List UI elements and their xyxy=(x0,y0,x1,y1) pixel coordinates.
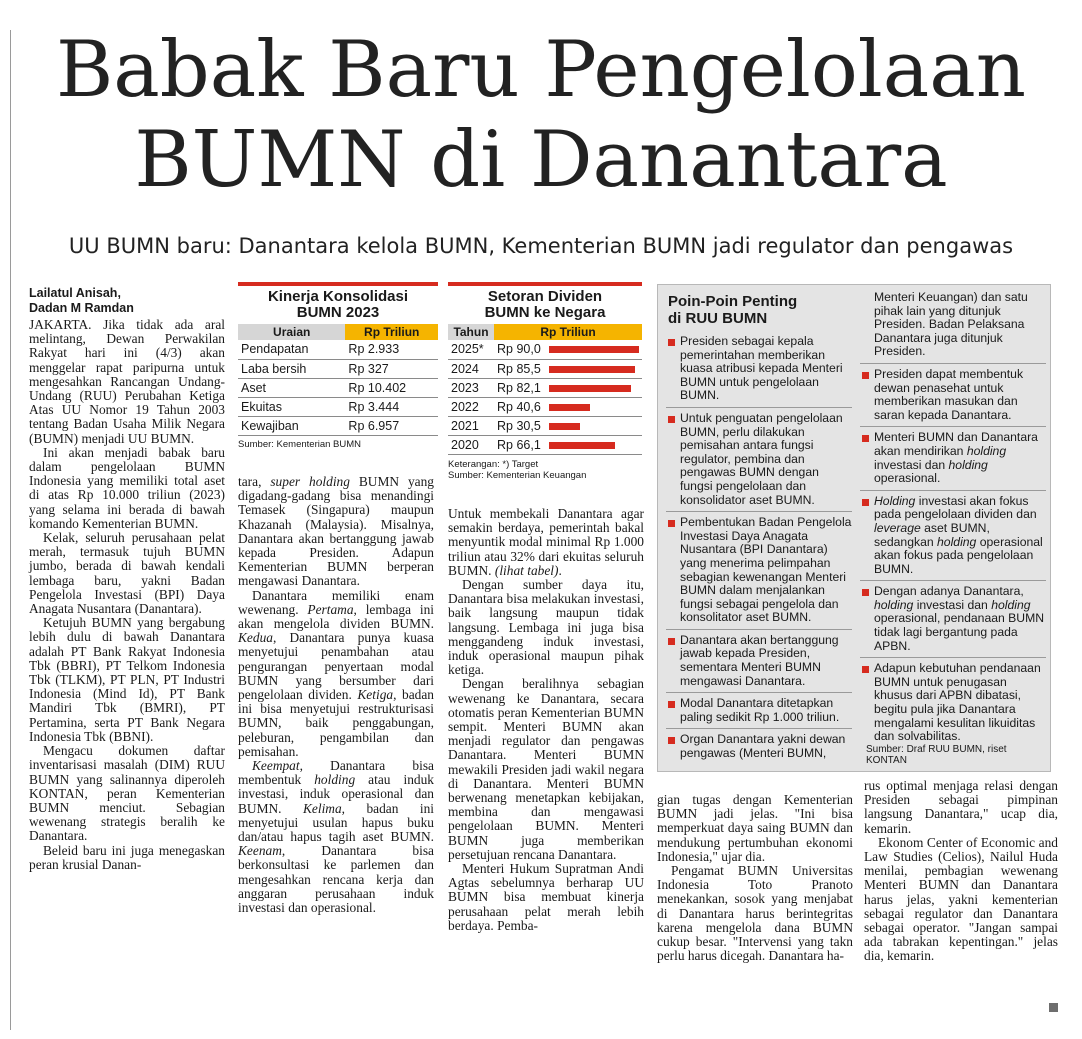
value-label: Rp 66,1 xyxy=(497,437,541,452)
table-row xyxy=(238,378,438,397)
list-item-text: Presiden sebagai kepala pemerintahan memberikan kuasa atribusi kepada Menteri BUMN untuk pengelolaan BUMN. xyxy=(680,334,843,403)
key-points-box xyxy=(657,284,1051,772)
text-italic: holding xyxy=(314,772,356,788)
value-bar xyxy=(549,442,615,449)
text-italic: holding xyxy=(948,457,988,472)
text-run: operasional akan fokus pada pengelolaan BUMN. xyxy=(874,534,1043,576)
table-cell: Rp 10.402 xyxy=(345,378,438,397)
list-item-text: Danantara akan bertanggung jawab kepada Presiden, sementara Menteri BUMN mengawasi Danantara. xyxy=(680,632,839,688)
table-title xyxy=(448,286,642,321)
paragraph: gian tugas dengan Kementerian BUMN jadi jelas. "Ini bisa memperkuat daya saing BUMN dan mendukung pertumbuhan ekonomi Indonesia," ujar dia. xyxy=(657,792,853,864)
text-run: investasi dan xyxy=(913,597,992,612)
value-bar xyxy=(549,404,590,411)
paragraph xyxy=(238,589,434,759)
bullet-square-icon xyxy=(668,339,675,346)
table-cell-year: 2021 xyxy=(448,416,494,435)
value-label: Rp 82,1 xyxy=(497,380,541,395)
box-column-right xyxy=(860,291,1046,752)
table-title-line-1: Setoran Dividen xyxy=(487,288,603,305)
text-run: operasional. xyxy=(874,471,941,486)
bullet-square-icon xyxy=(862,499,869,506)
table-cell-year: 2023 xyxy=(448,378,494,397)
table-source: Sumber: Kementerian BUMN xyxy=(238,438,362,450)
table-row xyxy=(448,397,642,416)
text-run: , Danantara bisa membentuk xyxy=(238,758,434,788)
list-item-text: Pembentukan Badan Pengelola Investasi Daya Anagata Nusantara (BPI Danantara) yang menerima pelimpahan sebagian kewenangan Menteri BUMN dalam menjalankan fungsi sebagai pengelola dan konsolitator aset BUMN. xyxy=(680,515,852,625)
article-column-5 xyxy=(864,779,1058,964)
bullet-square-icon xyxy=(862,589,869,596)
table-cell: Rp 6.957 xyxy=(345,416,438,435)
bullet-square-icon xyxy=(862,666,869,673)
box-source: Sumber: Draf RUU BUMN, riset KONTAN xyxy=(866,744,1007,766)
bullet-square-icon xyxy=(668,520,675,527)
text-run: BUMN yang digadang-gadang bisa menandingi Temasek (Singapura) maupun Khazanah (Malaysia). Misalnya, Danantara akan bertanggung jawab kepada Presiden. Adapun Kementerian BUMN berperan mengawasi Danantara. xyxy=(238,474,435,589)
bullet-square-icon xyxy=(668,416,675,423)
value-bar xyxy=(549,423,580,430)
table-cell-year: 2022 xyxy=(448,397,494,416)
table-row xyxy=(238,416,438,435)
table-source: Sumber: Kementerian Keuangan xyxy=(448,469,587,481)
paragraph xyxy=(238,759,434,915)
text-run: Untuk membekali Danantara agar semakin berdaya, pemerintah bakal menyuntik modal minimal Rp 1.000 triliun atau 32% dari ekuitas seluruh BUMN. xyxy=(448,506,644,578)
table-cell-value xyxy=(494,416,642,435)
article-column-4 xyxy=(657,793,853,963)
paragraph: rus optimal menjaga relasi dengan Presiden sebagai pimpinan langsung Danantara," ucap dia, kemarin. xyxy=(864,778,1058,836)
list-item xyxy=(666,412,852,512)
list-item-text: Modal Danantara ditetapkan paling sedikit Rp 1.000 triliun. xyxy=(680,696,840,724)
text-italic: holding xyxy=(991,597,1031,612)
bullet-square-icon xyxy=(668,638,675,645)
box-title-line-2: di RUU BUMN xyxy=(668,310,768,327)
table-row xyxy=(448,359,642,378)
bullet-square-icon xyxy=(862,435,869,442)
table-cell: Aset xyxy=(238,378,345,397)
column-header: Tahun xyxy=(448,324,494,340)
paragraph xyxy=(238,475,434,589)
table-row xyxy=(448,435,642,454)
table-row xyxy=(448,340,642,359)
column-header: Uraian xyxy=(238,324,345,340)
list-item xyxy=(860,585,1046,658)
byline-author-2: Dadan M Ramdan xyxy=(29,301,134,315)
paragraph: Ini akan menjadi babak baru dalam pengelolaan BUMN Indonesia yang memiliki total aset di atas Rp 10.000 triliun (2023) yang selama ini berada di bawah komando Kementerian BUMN. xyxy=(29,444,225,531)
article-column-2 xyxy=(238,475,434,915)
list-item-text: Menteri Keuangan) dan satu pihak lain yang ditunjuk Presiden. Badan Pelaksana Danantara juga ditunjuk Presiden. xyxy=(874,290,1028,359)
text-italic: Holding xyxy=(874,493,916,508)
subheadline: UU BUMN baru: Danantara kelola BUMN, Kementerian BUMN jadi regulator dan pengawas xyxy=(68,234,1014,258)
paragraph: Pengamat BUMN Universitas Indonesia Toto Pranoto menekankan, sosok yang menjabat di Danantara harus berintegritas karena mengelola dana BUMN cukup besar. "Intervensi yang takn perlu harus dicegah. Danantara ha- xyxy=(657,863,853,964)
bullet-square-icon xyxy=(668,701,675,708)
list-item-text: Adapun kebutuhan pendanaan BUMN untuk penugasan khusus dari APBN dibatasi, begitu pula jika Danantara mengalami kesulitan likuiditas dan solvabilitas. xyxy=(874,661,1041,744)
list-item xyxy=(666,516,852,630)
box-title-line-1: Poin-Poin Penting xyxy=(668,293,798,310)
byline xyxy=(29,286,134,316)
table-cell: Rp 2.933 xyxy=(345,340,438,359)
text-italic: leverage xyxy=(874,520,921,535)
text-run: Dengan adanya Danantara, xyxy=(874,584,1024,599)
text-run: tara, xyxy=(238,474,271,489)
list-item-text: Organ Danantara yakni dewan pengawas (Menteri BUMN, xyxy=(680,732,846,761)
article-column-3 xyxy=(448,507,644,933)
text-run: , badan ini menyetujui usulan hapus buku dan/atau hapus tagih aset BUMN. xyxy=(238,800,434,845)
text-run: operasional, pendanaan BUMN tidak lagi bergantung pada APBN. xyxy=(874,611,1045,653)
paragraph: Ekonom Center of Economic and Law Studies (Celios), Nailul Huda menilai, pembagian wewenang Menteri BUMN dan Danantara harus jelas, yakni kementerian sebagai regulator dan Danantara sebagai operator. "Jangan sampai ada tabrakan kepentingan." jelas dia, kemarin. xyxy=(864,834,1058,964)
paragraph: Ketujuh BUMN yang bergabung lebih dulu di bawah Danantara adalah PT Bank Rakyat Indonesia Tbk (BBRI), PT Telkom Indonesia Tbk (TLKM), PT PLN, PT Industri Indonesia (Mind Id), PT Bank Mandiri Tbk (BMRI), PT Pertamina, serta PT Bank Negara Indonesia Tbk (BBNI). xyxy=(29,615,225,744)
table-row xyxy=(448,416,642,435)
table-cell-year: 2025* xyxy=(448,340,494,359)
text-italic: holding xyxy=(874,597,914,612)
table-row xyxy=(238,340,438,359)
headline-line-2: BUMN di Danantara xyxy=(134,115,948,205)
box-column-left xyxy=(666,335,852,769)
table-title-line-2: BUMN ke Negara xyxy=(484,304,606,321)
article-column-1 xyxy=(29,318,225,872)
text-italic: Pertama xyxy=(307,601,354,617)
box-title xyxy=(668,293,797,327)
text-italic: super holding xyxy=(270,474,350,489)
text-italic: Ketiga xyxy=(357,687,394,703)
table-cell-value xyxy=(494,340,642,359)
table-cell-year: 2024 xyxy=(448,359,494,378)
table-setoran-dividen xyxy=(448,282,642,481)
paragraph: JAKARTA. Jika tidak ada aral melintang, Dewan Perwakilan Rakyat hari ini (4/3) akan menggelar rapat paripurna untuk mengesahkan Rancangan Undang-Undang (RUU) Perubahan Ketiga Atas UU Nomor 19 Tahun 2003 tentang Badan Usaha Milik Negara (BUMN) menjadi UU BUMN. xyxy=(29,317,225,446)
paragraph: Kelak, seluruh perusahaan pelat merah, termasuk tujuh BUMN jumbo, berada di bawah kendali lembaga baru, yakni Badan Pengelola Investasi (BPI) Daya Anagata Nusantara (Danantara). xyxy=(29,530,225,617)
list-item xyxy=(666,697,852,729)
list-item xyxy=(860,368,1046,427)
table-cell: Kewajiban xyxy=(238,416,345,435)
list-item xyxy=(666,733,852,764)
text-run: investasi dan xyxy=(874,457,949,472)
table-cell: Laba bersih xyxy=(238,359,345,378)
value-bar xyxy=(549,346,639,353)
text-run: Menteri BUMN dan Danantara akan mendirikan xyxy=(874,430,1038,458)
table-cell-value xyxy=(494,397,642,416)
table-cell: Ekuitas xyxy=(238,397,345,416)
paragraph xyxy=(448,507,644,578)
table-cell: Rp 3.444 xyxy=(345,397,438,416)
text-run: Danantara memiliki enam wewenang. xyxy=(238,587,434,617)
table-title xyxy=(238,286,438,321)
table-grid xyxy=(238,324,438,436)
list-item-continued xyxy=(860,291,1046,364)
list-item xyxy=(860,495,1046,582)
table-row xyxy=(238,397,438,416)
table-note: Keterangan: *) Target xyxy=(448,458,539,470)
text-run: . xyxy=(558,562,562,578)
paragraph: Menteri Hukum Supratman Andi Agtas sebelumnya berharap UU BUMN bisa membuat kinerja perusahaan pelat merah lebih berdaya. Pemba- xyxy=(448,861,644,933)
column-header: Rp Triliun xyxy=(494,324,642,340)
list-item-text: Presiden dapat membentuk dewan penasehat untuk memberikan masukan dan saran kepada Danantara. xyxy=(874,366,1024,422)
text-run: atau induk investasi, induk operasional dan BUMN. xyxy=(238,772,434,816)
table-cell-value xyxy=(494,378,642,397)
paragraph: Beleid baru ini juga menegaskan peran krusial Danan- xyxy=(29,842,225,872)
bullet-square-icon xyxy=(862,372,869,379)
value-bar xyxy=(549,385,631,392)
list-item xyxy=(666,335,852,408)
text-italic: (lihat tabel) xyxy=(494,562,559,578)
table-title-line-1: Kinerja Konsolidasi xyxy=(267,288,409,305)
list-item-text: Untuk penguatan pengelolaan BUMN, perlu dilakukan pemisahan antara fungsi regulator, pembina dan pengawas BUMN dengan fungsi pengelolaan dan konsolidator aset BUMN. xyxy=(680,410,843,507)
text-italic: Keempat xyxy=(252,758,300,774)
text-run: aset BUMN, sedangkan xyxy=(874,520,990,549)
table-kinerja-konsolidasi xyxy=(238,282,438,450)
text-run: , badan ini bisa menyetujui restrukturisasi BUMN, baik penggabungan, peleburan, pengambilan dan pemisahan. xyxy=(238,687,434,759)
list-item xyxy=(860,662,1046,748)
list-item xyxy=(860,431,1046,490)
table-row xyxy=(448,378,642,397)
table-grid xyxy=(448,324,642,455)
paragraph: Dengan sumber daya itu, Danantara bisa melakukan investasi, baik langsung maupun tidak langsung. Lembaga ini juga bisa menggandeng induk investasi, induk operasional maupun pihak ketiga. xyxy=(448,577,644,678)
table-cell: Rp 327 xyxy=(345,359,438,378)
table-cell-value xyxy=(494,359,642,378)
paragraph: Dengan beralihnya sebagian wewenang ke Danantara, secara otomatis peran Kementerian BUMN sempit. Menteri BUMN akan menjadi regulator dan pengawas Danantara. Menteri BUMN mewakili Presiden jadi wakil negara di Danantara. Menteri BUMN berwenang menetapkan kebijakan, membina dan mengawasi pengelolaan BUMN. Menteri BUMN juga memberikan persetujuan rencana Danantara. xyxy=(448,676,644,862)
value-label: Rp 85,5 xyxy=(497,361,541,376)
value-label: Rp 30,5 xyxy=(497,418,541,433)
text-run: , Danantara bisa berkonsultasi ke parlemen dan mengesahkan rencana kerja dan anggaran perusahaan induk investasi dan operasional. xyxy=(238,843,434,916)
text-italic: Keenam xyxy=(238,843,282,859)
headline-line-1: Babak Baru Pengelolaan xyxy=(55,25,1026,115)
list-item xyxy=(666,634,852,693)
table-row xyxy=(238,359,438,378)
text-italic: holding xyxy=(937,534,977,549)
byline-author-1: Lailatul Anisah, xyxy=(29,286,121,300)
text-italic: Kelima xyxy=(302,800,342,816)
column-header: Rp Triliun xyxy=(345,324,438,340)
end-of-article-mark xyxy=(1049,1003,1058,1012)
table-cell: Pendapatan xyxy=(238,340,345,359)
table-cell-year: 2020 xyxy=(448,435,494,454)
value-bar xyxy=(549,366,635,373)
text-run: , lembaga ini akan mengelola dividen BUMN. xyxy=(238,601,434,632)
text-italic: Kedua xyxy=(238,630,273,646)
paragraph: Mengacu dokumen daftar inventarisasi masalah (DIM) RUU BUMN yang salinannya diperoleh KONTAN, peran Kementerian BUMN menciut. Sebagian wewenang strategis beralih ke Danantara. xyxy=(29,743,225,844)
text-italic: holding xyxy=(966,443,1007,458)
text-run: investasi akan fokus pada pengelolaan dividen dan xyxy=(874,493,1037,522)
text-run: , Danantara punya kuasa menyetujui penambahan atau pengurangan penyertaan modal BUMN yang bersumber dari pengelolaan dividen. xyxy=(238,630,434,703)
table-title-line-2: BUMN 2023 xyxy=(296,304,380,321)
value-label: Rp 40,6 xyxy=(497,399,541,414)
bullet-square-icon xyxy=(668,737,675,744)
value-label: Rp 90,0 xyxy=(497,342,541,357)
table-cell-value xyxy=(494,435,642,454)
